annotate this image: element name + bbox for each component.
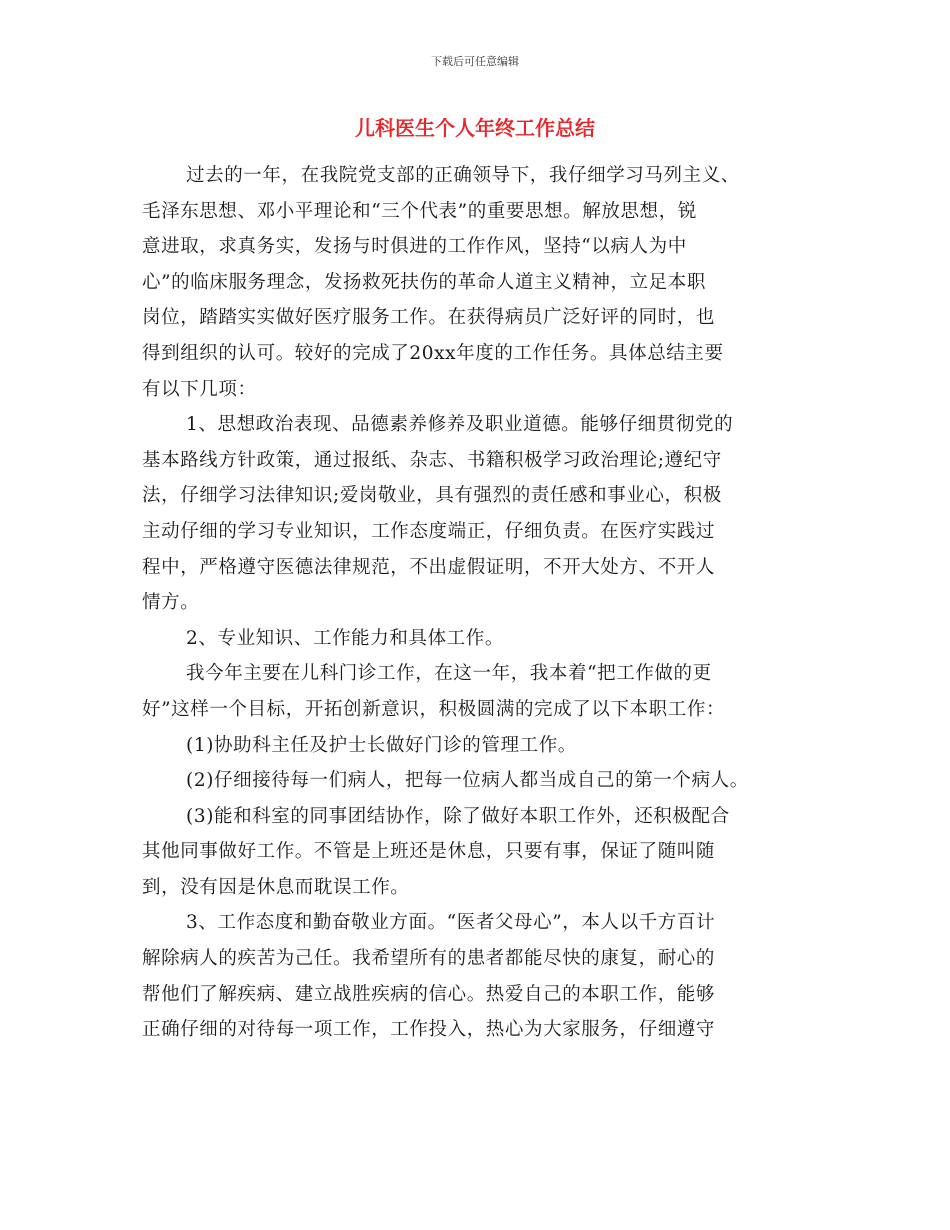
body-text-line: 程中，严格遵守医德法律规范，不出虚假证明，不开大处方、不开人 xyxy=(142,556,716,578)
body-text-line: (3)能和科室的同事团结协作，除了做好本职工作外，还积极配合 xyxy=(186,805,730,827)
body-text-line: 法，仔细学习法律知识;爱岗敬业，具有强烈的责任感和事业心，积极 xyxy=(142,485,722,507)
body-text-line: 意进取，求真务实，发扬与时俱进的工作作风，坚持“以病人为中 xyxy=(142,236,687,258)
body-text-line: 3、工作态度和勤奋敬业方面。“医者父母心”，本人以千方百计 xyxy=(186,912,716,934)
body-text-line: 有以下几项： xyxy=(142,378,257,400)
page-header-note: 下载后可任意编辑 xyxy=(431,55,519,68)
body-text-line: 主动仔细的学习专业知识，工作态度端正，仔细负责。在医疗实践过 xyxy=(142,520,716,542)
body-text-line: 帮他们了解疾病、建立战胜疾病的信心。热爱自己的本职工作，能够 xyxy=(142,983,716,1005)
body-text-line: 基本路线方针政策，通过报纸、杂志、书籍积极学习政治理论;遵纪守 xyxy=(142,449,722,471)
body-text-line: 心”的临床服务理念，发扬救死扶伤的革命人道主义精神，立足本职 xyxy=(142,271,706,293)
body-text-line: 岗位，踏踏实实做好医疗服务工作。在获得病员广泛好评的同时，也 xyxy=(142,307,716,329)
body-text-line: 好”这样一个目标，开拓创新意识，积极圆满的完成了以下本职工作： xyxy=(142,698,726,720)
body-text-line: 2、专业知识、工作能力和具体工作。 xyxy=(186,627,504,649)
body-text-line: 1、思想政治表现、品德素养修养及职业道德。能够仔细贯彻党的 xyxy=(186,414,734,436)
document-body xyxy=(142,158,822,1048)
body-text-line: 过去的一年，在我院党支部的正确领导下，我仔细学习马列主义、 xyxy=(186,165,740,186)
body-text-line: 情方。 xyxy=(142,592,200,614)
body-text-line: 得到组织的认可。较好的完成了20xx年度的工作任务。具体总结主要 xyxy=(142,342,724,364)
body-text-line: 毛泽东思想、邓小平理论和“三个代表”的重要思想。解放思想，锐 xyxy=(142,200,697,222)
body-text-line: 解除病人的疾苦为己任。我希望所有的患者都能尽快的康复，耐心的 xyxy=(142,948,716,970)
body-text-line: (1)协助科主任及护士长做好门诊的管理工作。 xyxy=(186,734,577,756)
body-text-line: 正确仔细的对待每一项工作，工作投入，热心为大家服务，仔细遵守 xyxy=(142,1019,716,1041)
body-text-line: 我今年主要在儿科门诊工作，在这一年，我本着“把工作做的更 xyxy=(186,663,712,685)
body-text-line: 其他同事做好工作。不管是上班还是休息，只要有事，保证了随叫随 xyxy=(142,841,716,863)
document-title: 儿科医生个人年终工作总结 xyxy=(355,116,595,140)
body-text-line: 到，没有因是休息而耽误工作。 xyxy=(142,876,410,898)
body-text-line: (2)仔细接待每一们病人，把每一位病人都当成自己的第一个病人。 xyxy=(186,770,749,792)
